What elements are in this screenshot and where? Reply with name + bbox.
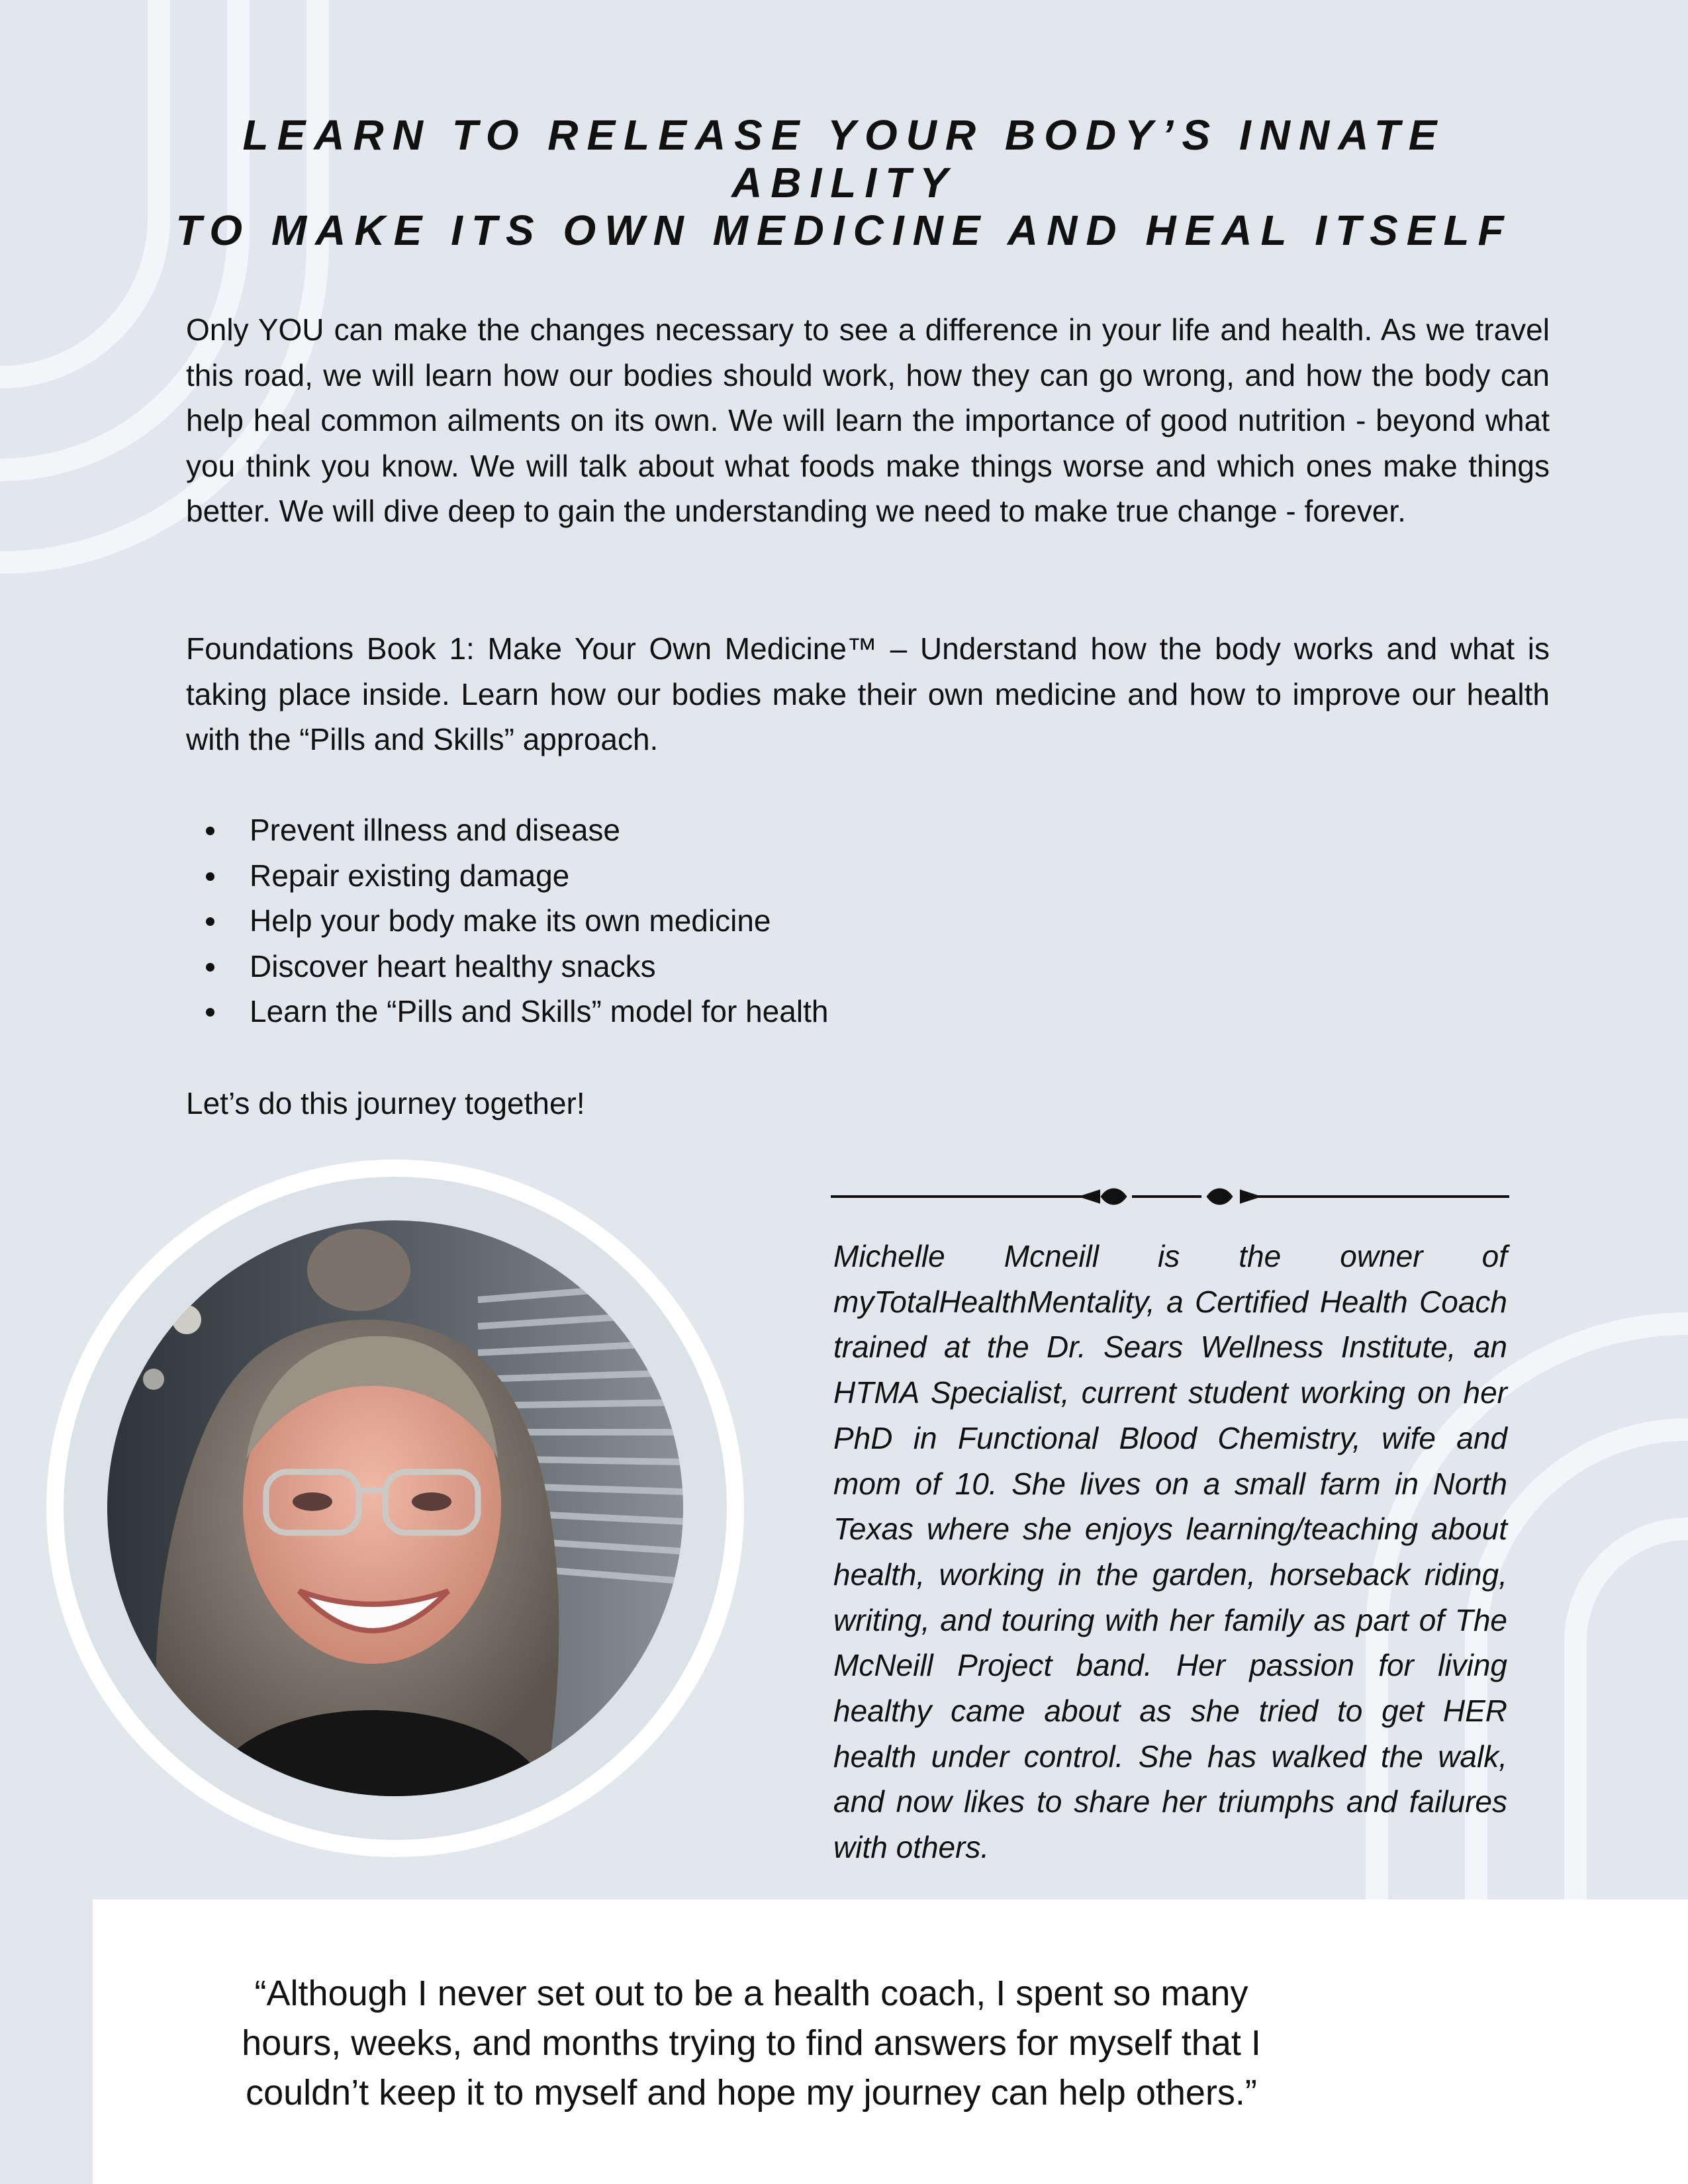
quote-line-1: “Although I never set out to be a health coach, I spent so many <box>254 1974 1248 2013</box>
quote-panel <box>93 1899 1688 2184</box>
portrait-frame <box>46 1160 744 1857</box>
title-line-2: TO MAKE ITS OWN MEDICINE AND HEAL ITSELF <box>175 206 1513 254</box>
testimonial-quote <box>129 1969 1374 2118</box>
intro-paragraph: Only YOU can make the changes necessary to see a difference in your life and health. As we travel this road, we will learn how our bodies should work, how they can go wrong, and how the body can help heal common ailments on its own. We will learn the importance of good nutrition - beyond what you think you know. We will talk about what foods make things worse and which ones make things better. We will dive deep to gain the understanding we need to make true change - forever. <box>186 312 1550 528</box>
portrait-inner-ring <box>64 1177 727 1840</box>
quote-line-3: couldn’t keep it to myself and hope my journey can help others.” <box>246 2073 1257 2113</box>
list-item: Prevent illness and disease <box>186 807 828 853</box>
closing-line: Let’s do this journey together! <box>186 1086 585 1120</box>
book-description: Foundations Book 1: Make Your Own Medicine™ – Understand how the body works and what is taking place inside. Learn how our bodies make their own medicine and how to improve our health with the “Pills and Skills” approach. <box>186 631 1550 756</box>
portrait-photo <box>107 1220 683 1796</box>
list-item: Discover heart healthy snacks <box>186 944 828 989</box>
author-bio: Michelle Mcneill is the owner of myTotalHealthMentality, a Certified Health Coach trained at the Dr. Sears Wellness Institute, an HTMA Specialist, current student working on her PhD in Functional Blood Chemistry, wife and mom of 10. She lives on a small farm in North Texas where she enjoys learning/teaching about health, working in the garden, horseback riding, writing, and touring with her family as part of The McNeill Project band. Her passion for living healthy came about as she tried to get HER health under control. She has walked the walk, and now likes to share her triumphs and failures with others. <box>833 1239 1507 1865</box>
list-item: Learn the “Pills and Skills” model for health <box>186 989 828 1034</box>
ornamental-divider <box>831 1183 1509 1210</box>
page-title <box>132 111 1556 254</box>
benefits-list <box>186 807 828 1034</box>
list-item: Repair existing damage <box>186 853 828 899</box>
quote-line-2: hours, weeks, and months trying to find answers for myself that I <box>242 2023 1261 2063</box>
title-line-1: LEARN TO RELEASE YOUR BODY’S INNATE ABILITY <box>242 111 1446 206</box>
list-item: Help your body make its own medicine <box>186 898 828 944</box>
